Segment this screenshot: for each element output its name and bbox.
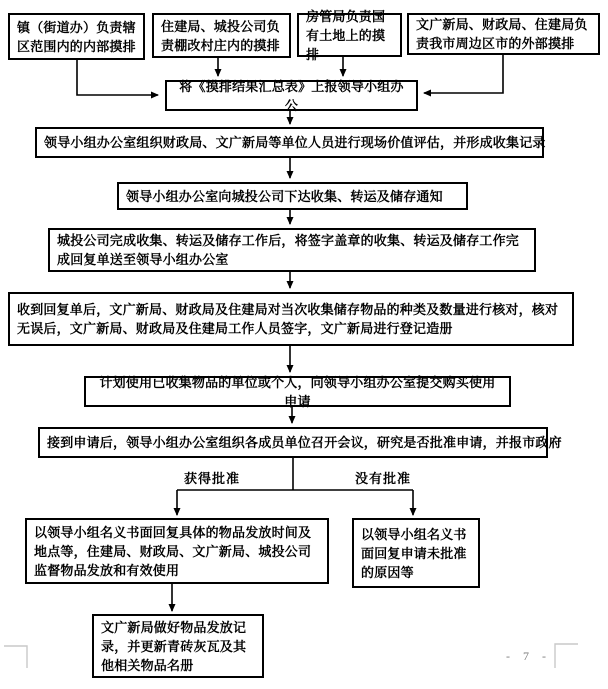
- node-rejected-reply: 以领导小组名义书面回复申请未批准的原因等: [352, 518, 480, 588]
- branch-label-approved: 获得批准: [184, 471, 241, 486]
- crop-mark-bottom-right: [555, 644, 578, 668]
- node-verify-register: 收到回复单后，文广新局、财政局及住建局对当次收集储存物品的种类及数量进行核对，核对无误后，文广新局、财政局及住建局工作人员签字，文广新局进行登记造册: [8, 292, 574, 346]
- node-completion-reply: 城投公司完成收集、转运及储存工作后，将签字盖章的收集、转运及储存工作完成回复单送至领导小组办公室: [48, 228, 536, 272]
- arrow-wenguang-to-report: [424, 53, 503, 93]
- branch-label-rejected: 没有批准: [355, 471, 412, 486]
- node-external-survey: 文广新局、财政局、住建局负责我市周边区市的外部摸排: [407, 13, 600, 55]
- node-collection-notice: 领导小组办公室向城投公司下达收集、转运及储存通知: [117, 182, 468, 210]
- node-value-evaluation: 领导小组办公室组织财政局、文广新局等单位人员进行现场价值评估，并形成收集记录: [35, 127, 544, 158]
- node-zhujian-survey: 住建局、城投公司负责棚改村庄内的摸排: [152, 13, 291, 58]
- node-approval-meeting: 接到申请后，领导小组办公室组织各成员单位召开会议，研究是否批准申请，并报市政府: [38, 427, 548, 458]
- arrow-town-to-report: [77, 60, 158, 95]
- node-town-survey: 镇（街道办）负责辖区范围内的内部摸排: [8, 13, 145, 60]
- crop-mark-bottom-left: [4, 646, 27, 668]
- node-distribution-record: 文广新局做好物品发放记录，并更新青砖灰瓦及其他相关物品名册: [92, 614, 264, 678]
- page-number: - 7 -: [506, 649, 551, 663]
- node-report-summary: 将《摸排结果汇总表》上报领导小组办公: [165, 80, 418, 111]
- node-fangguan-survey: 房管局负责国有土地上的摸排: [297, 13, 402, 57]
- node-purchase-application: 计划使用已收集物品的单位或个人，向领导小组办公室提交购买使用申请: [84, 376, 511, 407]
- node-approved-reply: 以领导小组名义书面回复具体的物品发放时间及地点等，住建局、财政局、文广新局、城投公司监督物品发放和有效使用: [25, 518, 329, 584]
